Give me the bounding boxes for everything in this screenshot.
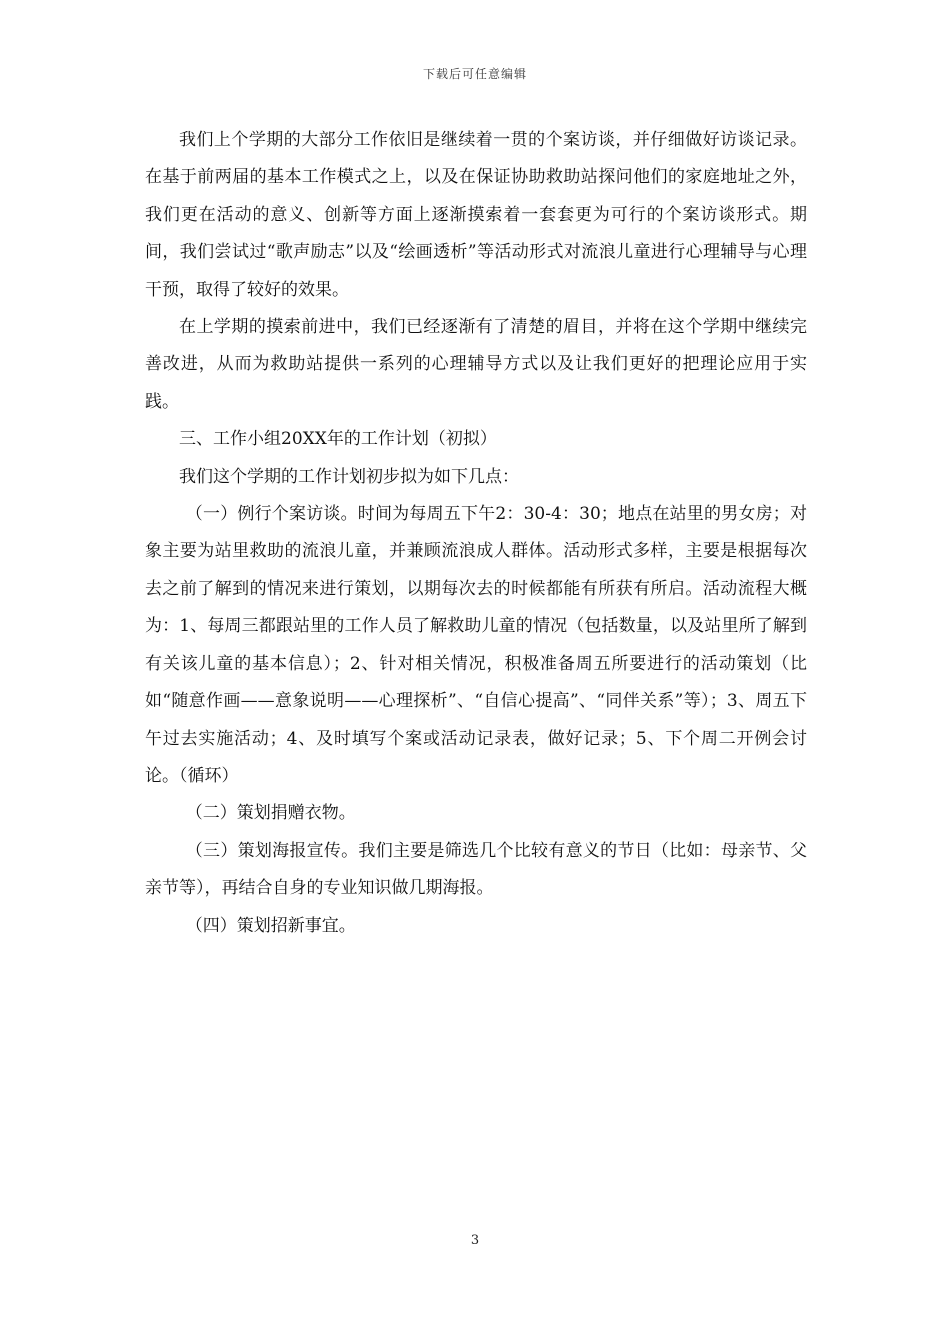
list-item-poster-campaign: （三）策划海报宣传。我们主要是筛选几个比较有意义的节日（比如：母亲节、父亲节等），再结合自身的专业知识做几期海报。 bbox=[145, 840, 807, 899]
list-item-recruitment: （四）策划招新事宜。 bbox=[185, 915, 356, 936]
paragraph-last-semester-progress: 在上学期的摸索前进中，我们已经逐渐有了清楚的眉目，并将在这个学期中继续完善改进，从而为救助站提供一系列的心理辅导方式以及让我们更好的把理论应用于实践。 bbox=[145, 317, 807, 412]
document-body bbox=[145, 122, 807, 945]
list-item-clothing-donation: （二）策划捐赠衣物。 bbox=[185, 803, 356, 824]
page-number: 3 bbox=[470, 1233, 480, 1248]
paragraph-plan-intro: 我们这个学期的工作计划初步拟为如下几点： bbox=[179, 466, 519, 487]
page-header: 下载后可任意编辑 bbox=[422, 67, 527, 81]
paragraph-case-interviews-review: 我们上个学期的大部分工作依旧是继续着一贯的个案访谈，并仔细做好访谈记录。在基于前两届的基本工作模式之上，以及在保证协助救助站探问他们的家庭地址之外，我们更在活动的意义、创新等方面上逐渐摸索着一套套更为可行的个案访谈形式。期间，我们尝试过“歌声励志”以及“绘画透析”等活动形式对流浪儿童进行心理辅导与心理干预，取得了较好的效果。 bbox=[145, 130, 807, 300]
list-item-routine-interviews: （一）例行个案访谈。时间为每周五下午2：30-4：30；地点在站里的男女房；对象主要为站里救助的流浪儿童，并兼顾流浪成人群体。活动形式多样，主要是根据每次去之前了解到的情况来进行策划，以期每次去的时候都能有所获有所启。活动流程大概为：1、每周三都跟站里的工作人员了解救助儿童的情况（包括数量，以及站里所了解到有关该儿童的基本信息）；2、针对相关情况，积极准备周五所要进行的活动策划（比如“随意作画——意象说明——心理探析”、“自信心提高”、“同伴关系”等）；3、周五下午过去实施活动；4、及时填写个案或活动记录表，做好记录；5、下个周二开例会讨论。（循环） bbox=[145, 504, 807, 786]
section-heading-work-plan: 三、工作小组20XX年的工作计划（初拟） bbox=[179, 429, 497, 450]
